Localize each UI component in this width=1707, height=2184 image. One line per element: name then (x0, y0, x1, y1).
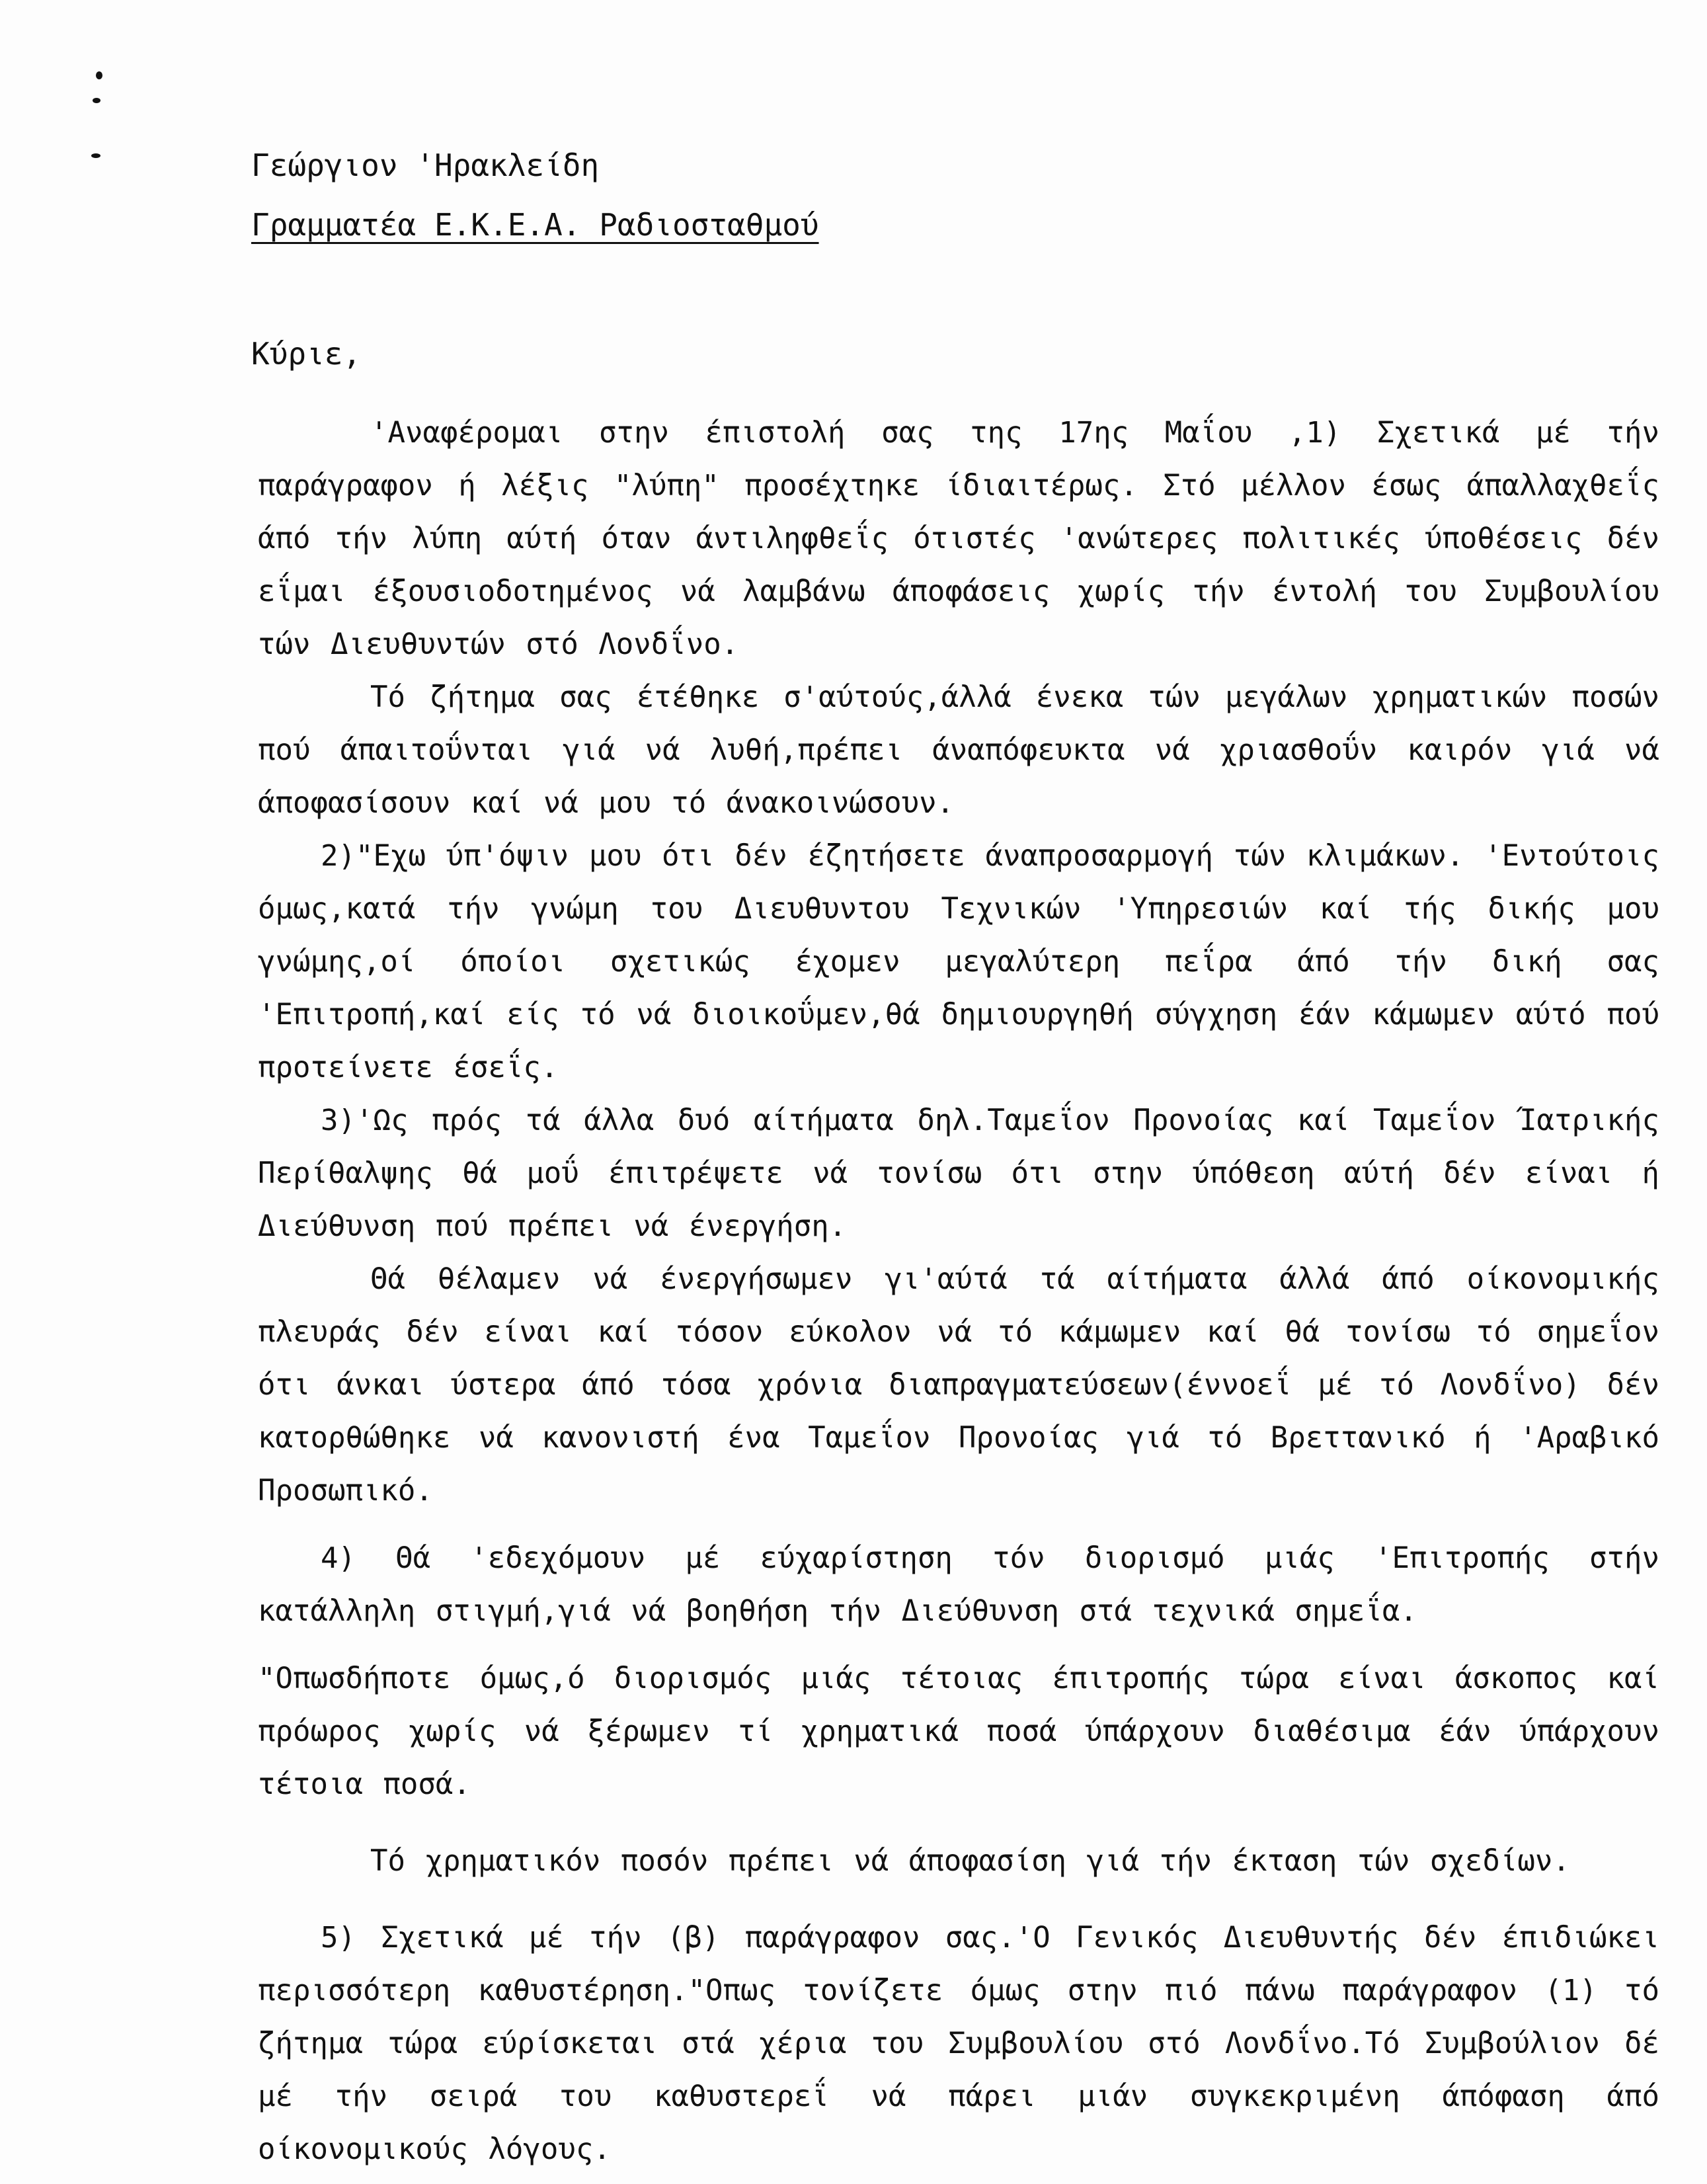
paragraph-5: Θά θέλαμεν νά ένεργήσωμεν γι'αύτά τά αίτήματα άλλά άπό οίκονομικής πλευράς δέν είναι καί τόσον εύκολον νά τό κάμωμεν καί θά τονίσω τό σημεΐον ότι άνκαι ύστερα άπό τόσα χρόνια διαπραγματεύσεων(έννοεΐ μέ τό Λονδΐνο) δέν κατορθώθηκε νά κανονιστή ένα Ταμεΐον Προνοίας γιά τό Βρεττανικό ή 'Αραβικό Προσωπικό. (258, 1262, 1659, 1508)
margin-mark (96, 71, 102, 79)
letter-body (258, 407, 1659, 2176)
margin-mark (91, 153, 100, 158)
salutation: Κύριε, (251, 336, 362, 372)
letter-header (251, 136, 1507, 255)
recipient-name: Γεώργιον 'Ηρακλείδη (251, 147, 600, 183)
paragraph-6: 4) Θά 'εδεχόμουν μέ εύχαρίστηση τόν διορισμό μιάς 'Επιτροπής στήν κατάλληλη στιγμή,γιά νά βοηθήση τήν Διεύθυνση στά τεχνικά σημεΐα. (258, 1541, 1659, 1628)
paragraph-4: 3)'Ως πρός τά άλλα δυό αίτήματα δηλ.Ταμεΐον Προνοίας καί Ταμεΐον Ίατρικής Περίθαλψης θά μοΰ έπιτρέψετε νά τονίσω ότι στην ύπόθεση αύτή δέν είναι ή Διεύθυνση πού πρέπει νά ένεργήση. (258, 1104, 1659, 1243)
margin-mark (93, 98, 100, 103)
paragraph-7: "Οπωσδήποτε όμως,ό διορισμός μιάς τέτοιας έπιτροπής τώρα είναι άσκοπος καί πρόωρος χωρίς νά ξέρωμεν τί χρηματικά ποσά ύπάρχουν διαθέσιμα έάν ύπάρχουν τέτοια ποσά. (258, 1662, 1659, 1801)
paragraph-9: 5) Σχετικά μέ τήν (β) παράγραφον σας.'Ο Γενικός Διευθυντής δέν έπιδιώκει περισσότερη καθυστέρηση."Οπως τονίζετε όμως στην πιό πάνω παράγραφον (1) τό ζήτημα τώρα εύρίσκεται στά χέρια του Συμβουλίου στό Λονδΐνο.Τό Συμβούλιον δέ μέ τήν σειρά του καθυστερεΐ νά πάρει μιάν συγκεκριμένη άπόφαση άπό οίκονομικούς λόγους. (258, 1921, 1659, 2166)
paragraph-2: Τό ζήτημα σας έτέθηκε σ'αύτούς,άλλά ένεκα τών μεγάλων χρηματικών ποσών πού άπαιτοΰνται γιά νά λυθή,πρέπει άναπόφευκτα νά χριασθοΰν καιρόν γιά νά άποφασίσουν καί νά μου τό άνακοινώσουν. (258, 680, 1659, 820)
paragraph-8: Τό χρηματικόν ποσόν πρέπει νά άποφασίση γιά τήν έκταση τών σχεδίων. (370, 1844, 1570, 1878)
paragraph-1: 'Αναφέρομαι στην έπιστολή σας της 17ης Μαΐου ,1) Σχετικά μέ τήν παράγραφον ή λέξις "λύπη" προσέχτηκε ίδιαιτέρως. Στό μέλλον έσως άπαλλαχθεΐς άπό τήν λύπη αύτή όταν άντιληφθεΐς ότιστές 'ανώτερες πολιτικές ύποθέσεις δέν εΐμαι έξουσιοδοτημένος νά λαμβάνω άποφάσεις χωρίς τήν έντολή του Συμβουλίου τών Διευθυντών στό Λονδΐνο. (258, 416, 1659, 661)
recipient-title: Γραμματέα Ε.Κ.Ε.Α. Ραδιοσταθμού (251, 207, 819, 243)
paragraph-3: 2)"Εχω ύπ'όψιν μου ότι δέν έζητήσετε άναπροσαρμογή τών κλιμάκων. 'Εντούτοις όμως,κατά τήν γνώμη του Διευθυντου Τεχνικών 'Υπηρεσιών καί τής δικής μου γνώμης,οί όποίοι σχετικώς έχομεν μεγαλύτερη πεΐρα άπό τήν δική σας 'Επιτροπή,καί είς τό νά διοικοΰμεν,θά δημιουργηθή σύγχηση έάν κάμωμεν αύτό πού προτείνετε έσεΐς. (258, 839, 1659, 1084)
